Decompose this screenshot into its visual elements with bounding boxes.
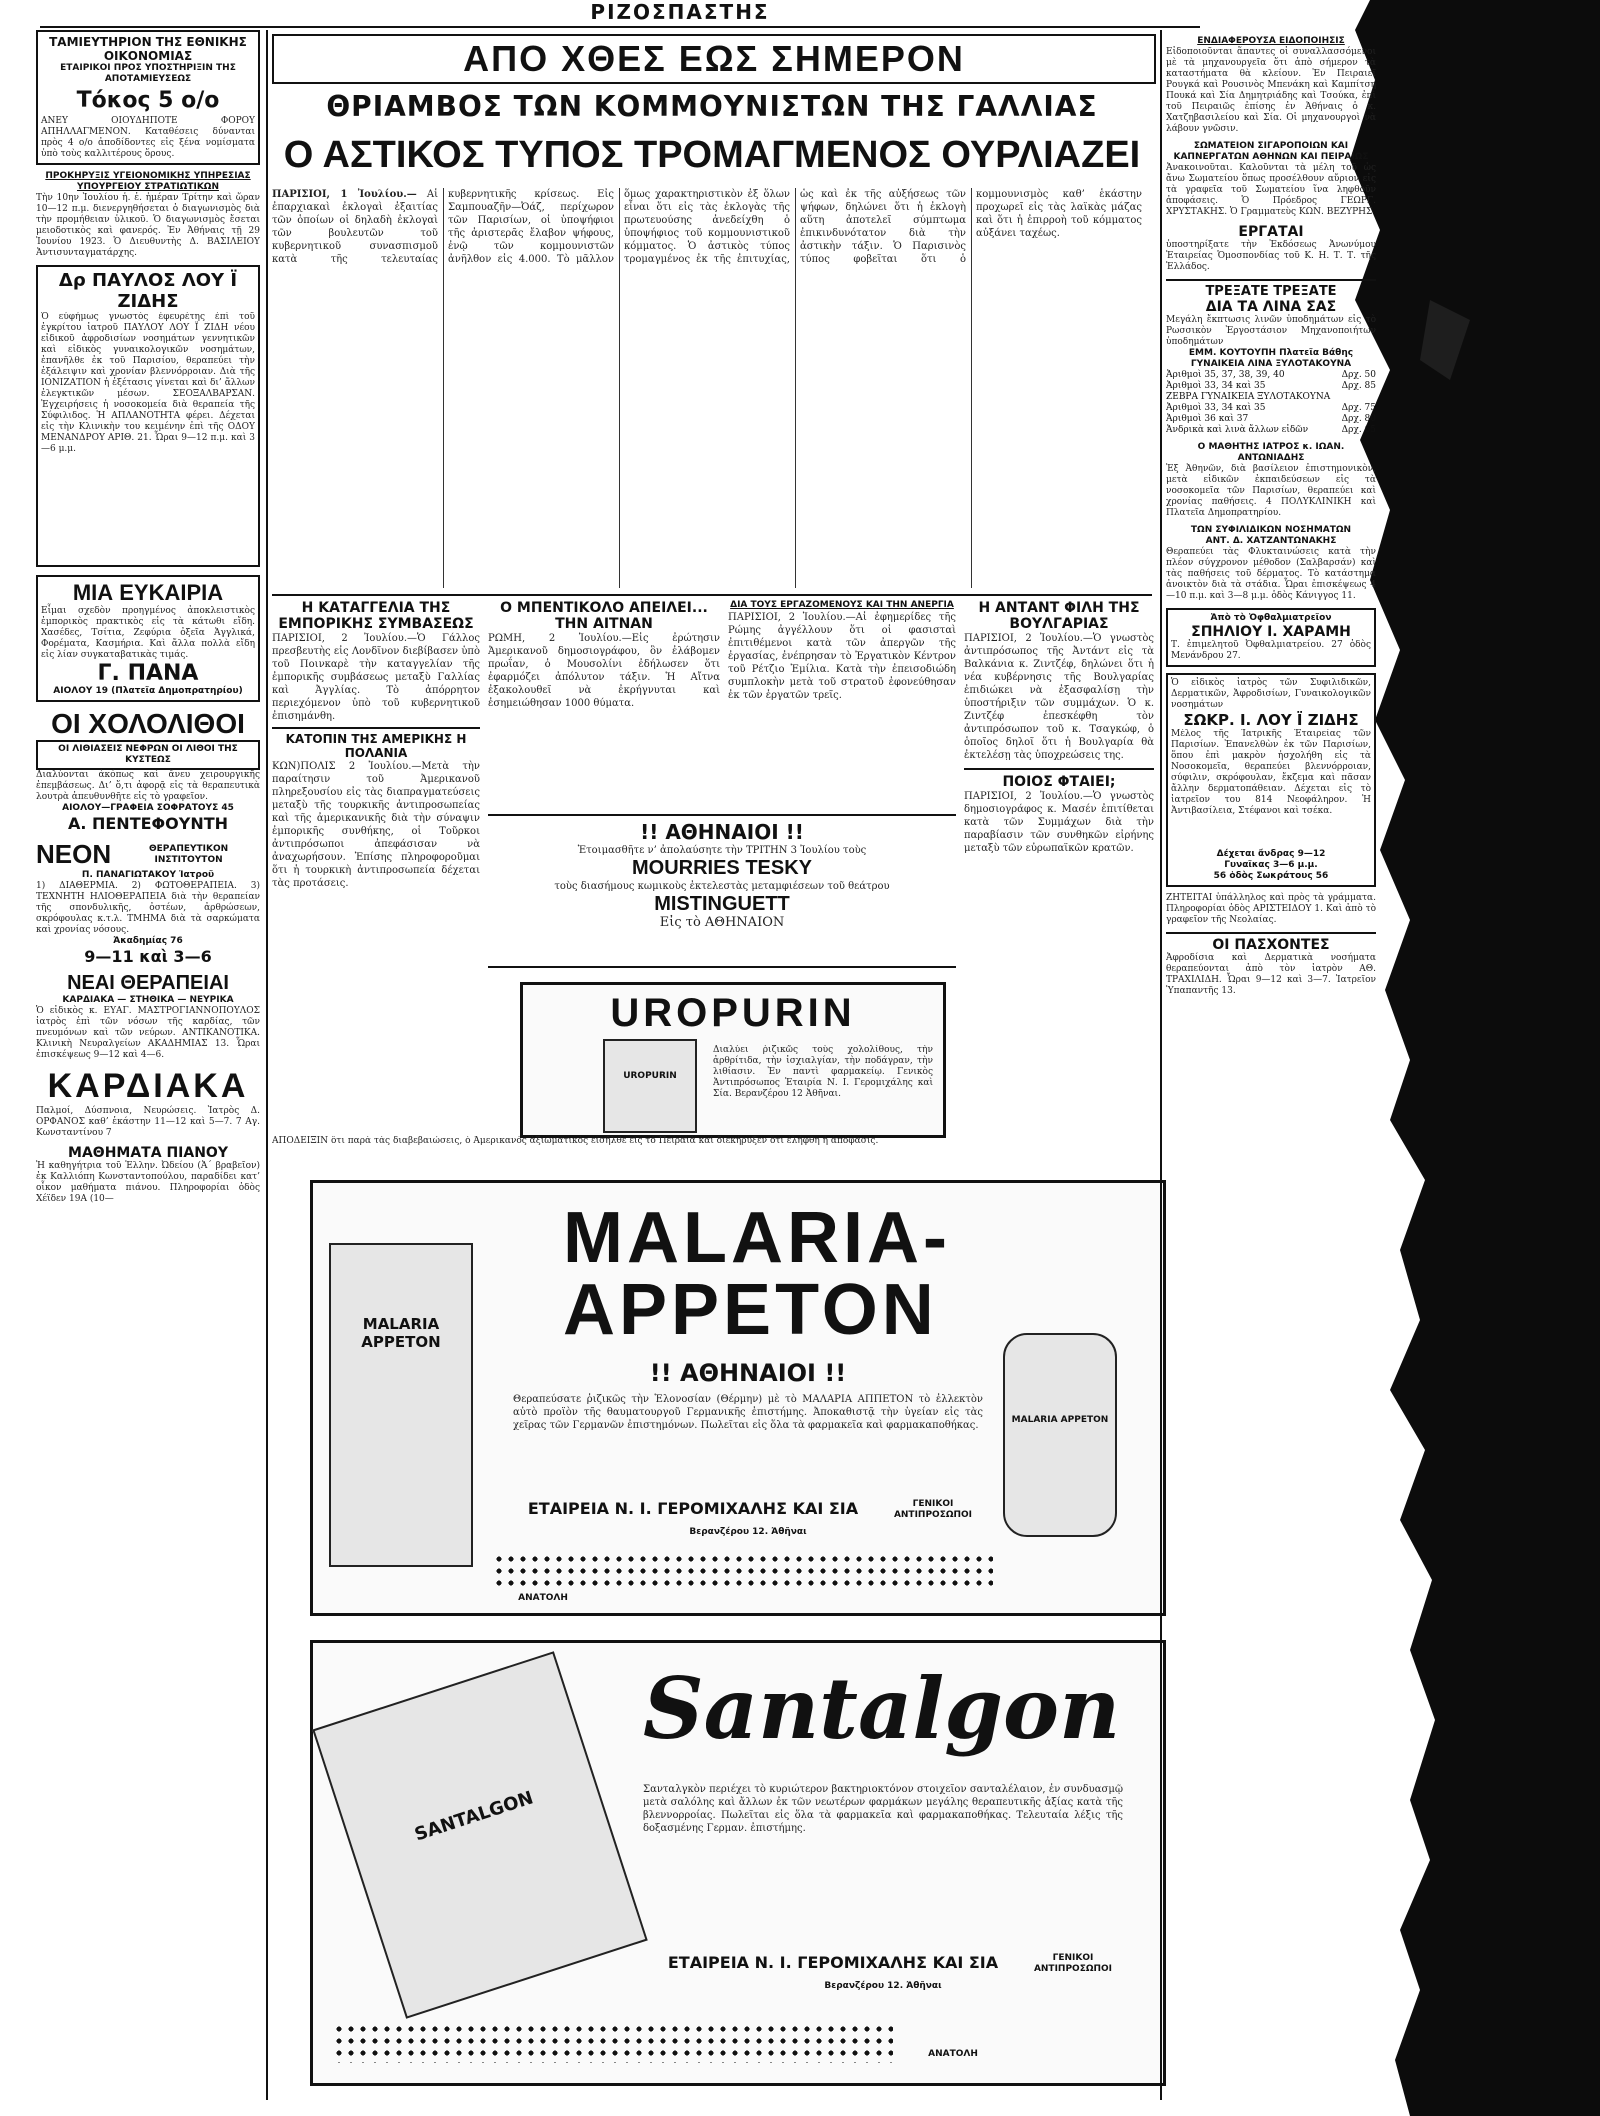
tamieutirion-body: ΑΝΕΥ ΟΙΟΥΔΗΠΟΤΕ ΦΟΡΟΥ ΑΠΗΛΛΑΓΜΕΝΟΝ. Καταθέσεις δύνανται πρὸς 4 ο/ο ἀποδίδοντες εἰς ξένα νομίσματα ὑπὸ τοὺς καλλιτέρους ὅρους. — [41, 116, 255, 159]
main-headline-2: Ο ΑΣΤΙΚΟΣ ΤΥΠΟΣ ΤΡΟΜΑΓΜΕΝΟΣ ΟΥΡΛΙΑΖΕΙ — [283, 134, 1141, 176]
spilios-top: Ἀπὸ τὸ Ὀφθαλμιατρεῖον — [1210, 613, 1332, 623]
syfil-title: ΤΩΝ ΣΥΦΙΛΙΔΙΚΩΝ ΝΟΣΗΜΑΤΩΝ — [1190, 525, 1352, 535]
eukairia-ad — [36, 575, 260, 702]
athinaioi-name1: MOURRIES TESKY — [631, 857, 813, 879]
neoi-ad — [36, 972, 260, 1061]
price-value: Δρχ. 85 — [1341, 381, 1376, 391]
banner: ΑΠΟ ΧΘΕΣ ΕΩΣ ΣΗΜΕΡΟΝ — [272, 34, 1156, 84]
santalgon-pills-decor — [333, 2023, 893, 2063]
price-label: ΖΕΒΡΑ ΓΥΝΑΙΚΕΙΑ ΞΥΛΟΤΑΚΟΥΝΑ — [1166, 392, 1331, 402]
loizidis-ad — [1166, 673, 1376, 887]
malaria-title: !! ΑΘΗΝΑΙΟΙ !! — [649, 1359, 847, 1387]
tamieutirion-title: ΤΑΜΙΕΥΤΗΡΙΟΝ ΤΗΣ ΕΘΝΙΚΗΣ ΟΙΚΟΝΟΜΙΑΣ — [49, 35, 247, 63]
mpentikolo-body: ΡΩΜΗ, 2 Ἰουλίου.—Εἰς ἐρώτησιν Ἀμερικανοῦ δημοσιογράφου, ὃν ἐλάβομεν πρωΐαν, ὁ Μουσολίνι ἐδήλωσεν ὅτι ἐφαρμόζει ἀπόλυτον τάξιν. Ἡ Αἴτνα ἐξακολουθεῖ νὰ ἐκρήγνυται καὶ ἐσημειώθησαν 1000 θύματα. — [488, 633, 720, 709]
doctor-title: Δρ ΠΑΥΛΟΣ ΛΟΥ Ϊ ΖΙΔΗΣ — [58, 270, 238, 312]
price-value: Δρχ. 50 — [1341, 370, 1376, 380]
neon-body: 1) ΔΙΑΘΕΡΜΙΑ. 2) ΦΩΤΟΘΕΡΑΠΕΙΑ. 3) ΤΕΧΝΗΤΗ ΗΛΙΟΘΕΡΑΠΕΙΑ διὰ τὴν θεραπείαν τῆς σπονδυλικῆς, ὀστέων, ἀρθρώσεων, σκρόφουλας κ.τ.λ. ΤΜΗΜΑ διὰ τὰ σαρκώματα καὶ χρονίας νόσους. — [36, 881, 260, 935]
pasxontes-body: Ἀφροδίσια καὶ Δερματικὰ νοσήματα θεραπεύονται ἀπὸ τὸν ἰατρὸν ΑΘ. ΤΡΑΧΙΛΙΔΗ. Ὧραι 9—12 καὶ 3—7. Ἰατρεῖον Ὑπαπαντῆς 13. — [1166, 953, 1376, 996]
loizidis-address: 56 ὁδὸς Σωκράτους 56 — [1213, 871, 1329, 881]
poios-body: ΠΑΡΙΣΙΟΙ, 2 Ἰουλίου.—Ὁ γνωστὸς δημοσιογράφος κ. Μασέν ἐπιτίθεται κατὰ τῶν Συμμάχων διὰ τὴν παραβίασιν τῶν συνθηκῶν εἰρήνης μεταξὺ τῶν εὐρωπαϊκῶν κρατῶν. — [964, 791, 1154, 854]
kardiaka-ad — [36, 1067, 260, 1139]
pasxontes-title: ΟΙ ΠΑΣΧΟΝΤΕΣ — [1166, 932, 1376, 953]
athinaioi-line1: Ἑτοιμασθῆτε ν’ ἀπολαύσητε τὴν ΤΡΙΤΗΝ 3 Ἰουλίου τοὺς — [577, 845, 867, 856]
santalgon-company: ΕΤΑΙΡΕΙΑ Ν. Ι. ΓΕΡΟΜΙΧΑΛΗΣ ΚΑΙ ΣΙΑ — [667, 1953, 999, 1972]
antant-body: ΠΑΡΙΣΙΟΙ, 2 Ἰουλίου.—Ὁ γνωστὸς ἀντιπρόσωπος τῆς Ἀντάντ εἰς τὰ Βαλκάνια κ. Ζιντζέφ, δηλώνει ὅτι ἡ νέα κυβέρνησις τῆς Βουλγαρίας ἐπιδιώκει νὰ ἐξασφαλίσῃ τὴν ὑποστήριξιν τῶν συμμάχων. Ὁ κ. Ζιντζέφ ἐπεσκέφθη τὸν ἀντιπρόσωπον τοῦ κ. Τσαγκώφ, ὁ ὁποῖος δηλοῖ ὅτι ἡ Βουλγαρία θὰ ἐκτελέσῃ τὰς ὑποχρεώσεις της. — [964, 633, 1154, 761]
ntina-body: Μεγάλη ἔκπτωσις λινῶν ὑποδημάτων εἰς τὸ Ρωσσικὸν Ἐργοστάσιον Μηχανοποιήτων ὑποδημάτων — [1166, 315, 1376, 347]
neon-header — [36, 839, 260, 870]
santalgon-body: Σανταλγκὸν περιέχει τὸ κυριώτερον βακτηριοκτόνον στοιχεῖον σανταλέλαιον, ἐν συνδυασμῷ μετὰ σαλόλης καὶ ἄλλων ἐκ τῶν νεωτέρων φαρμάκων μεγάλης θεραπευτικῆς ἀξίας κατὰ τῆς βλεννορροίας. Πωλεῖται εἰς ὅλα τὰ φαρμακεῖα καὶ φαρμακαποθήκας. Τελευταία λέξις τῆς δοξασμένης Γερμαν. ἐπιστήμης. — [643, 1784, 1123, 1834]
malaria-company: ΕΤΑΙΡΕΙΑ Ν. Ι. ΓΕΡΟΜΙΧΑΛΗΣ ΚΑΙ ΣΙΑ — [527, 1499, 859, 1518]
syfil-name: ΑΝΤ. Δ. ΧΑΤΖΑΝΤΩΝΑΚΗΣ — [1205, 536, 1337, 546]
santalgon-company-side: ΓΕΝΙΚΟΙ ΑΝΤΙΠΡΟΣΩΠΟΙ — [1033, 1953, 1113, 1974]
neon-doctor: Π. ΠΑΝΑΓΙΩΤΑΚΟΥ Ἰατροῦ — [81, 870, 215, 880]
price-list — [1166, 370, 1376, 436]
right-column — [1166, 36, 1376, 2106]
koutoupi-name: ΕΜΜ. ΚΟΥΤΟΥΠΗ Πλατεῖα Βάθης — [1188, 348, 1354, 358]
piano-body: Ἡ καθηγήτρια τοῦ Ἑλλην. Ὠδείου (Ἀ΄ βραβεῖον) ἐκ Καλλιόπη Κωνσταντοπούλου, παραδίδει κατ’ οἶκον μαθήματα πιάνου. Πληροφορίαι ὁδὸς Χέϊδεν 19Α (10— — [36, 1161, 260, 1204]
kardiaka-body: Παλμοί, Δύσπνοια, Νευρώσεις. Ἰατρὸς Δ. ΟΡΦΑΝΟΣ καθ’ ἑκάστην 11—12 καὶ 5—7. 7 Αγ. Κωνσταντίνου 7 — [36, 1106, 260, 1138]
neon-ad — [36, 839, 260, 966]
malaria-ad — [310, 1180, 1166, 1616]
ergatai-title: ΕΡΓΑΤΑΙ — [1238, 224, 1304, 240]
piano-ad — [36, 1145, 260, 1205]
spilios-body: Τ. ἐπιμελητοῦ Ὀφθαλμιατρείου. 27 ὁδὸς Μενάνδρου 27. — [1171, 640, 1371, 661]
tamieutirion-ad — [36, 30, 260, 165]
price-label: Ἀριθμοὶ 36 καὶ 37 — [1166, 414, 1249, 424]
main-headline-1: ΘΡΙΑΜΒΟΣ ΤΩΝ ΚΟΜΜΟΥΝΙΣΤΩΝ ΤΗΣ ΓΑΛΛΙΑΣ — [326, 90, 1098, 123]
wanted-notice: ΖΗΤΕΙΤΑΙ ὑπάλληλος καὶ πρὸς τὰ γράμματα. Πληροφορίαι ὁδὸς ΑΡΙΣΤΕΙΔΟΥ 1. Καὶ ἀπὸ τὸ γραφεῖον τῆς Νεολαίας. — [1166, 893, 1376, 925]
uropurin-brand: UROPURIN — [610, 991, 856, 1035]
mid-right1-column — [728, 600, 956, 810]
loizidis-hours-2: Γυναῖκας 3—6 μ.μ. — [1224, 860, 1318, 870]
athinaioi-line2: τοὺς διασήμους κωμικοὺς ἐκτελεστὰς μεταμφιέσεων τοῦ θεάτρου — [554, 881, 890, 892]
malaria-company-side: ΓΕΝΙΚΟΙ ΑΝΤΙΠΡΟΣΩΠΟΙ — [893, 1499, 973, 1520]
price-label: Ἀριθμοὶ 35, 37, 38, 39, 40 — [1166, 370, 1285, 380]
neoi-title: ΝΕΑΙ ΘΕΡΑΠΕΙΑΙ — [67, 972, 229, 994]
pentefountis-name: Α. ΠΕΝΤΕΦΟΥΝΤΗ — [67, 814, 229, 833]
santalgon-bottle-icon — [312, 1651, 648, 2019]
malaria-brand-line2: APPETON — [563, 1270, 938, 1350]
antoniadis-body: Ἐξ Ἀθηνῶν, διὰ βασίλειον ἐπιστημονικὸν, μετὰ εἰδικῶν ἐκπαιδεύσεων εἰς τὰ νοσοκομεῖα τῶν Παρισίων, θεραπεύει καὶ χρονίας παθήσεις. 4 ΠΟΛΥΚΛΙΝΙΚΗ καὶ Πλατεῖα Δημοπρατηρίου. — [1166, 464, 1376, 518]
column-rule-left — [266, 30, 268, 2100]
xolo-footer: ΑΙΟΛΟΥ—ΓΡΑΦΕΙΑ ΣΟΦΡΑΤΟΥΣ 45 — [62, 803, 234, 813]
amerikis-title: ΚΑΤΟΠΙΝ ΤΗΣ ΑΜΕΡΙΚΗΣ Η ΠΟΛΑΝΙΑ — [272, 727, 480, 760]
eukairia-body: Εἶμαι σχεδὸν προηγμένος ἀποκλειστικὸς ἐμπορικὸς πρακτικὸς εἰς τὰ κάτωθι εἴδη. Χασέδες, Τσίτια, Ζεφύρια ὀξεῖα Ἀγγλικά, Φορέματα, Κασμήρια. Καὶ ἄλλα πολλὰ εἴδη εἰς λίαν συγκαταβατικὰς τιμάς. — [41, 606, 255, 660]
eidiseis-title: ΕΝΔΙΑΦΕΡΟΥΣΑ ΕΙΔΟΠΟΙΗΣΙΣ — [1197, 36, 1345, 46]
workers-title: ΔΙΑ ΤΟΥΣ ΕΡΓΑΖΟΜΕΝΟΥΣ ΚΑΙ ΤΗΝ ΑΝΕΡΓΙΑ — [730, 600, 954, 610]
ntina-title: ΔΙΑ ΤΑ ΛΙΝΑ ΣΑΣ — [1205, 299, 1337, 315]
price-value: Δρχ. 80 — [1341, 414, 1376, 424]
price-row — [1166, 370, 1376, 381]
athinaioi-title: !! ΑΘΗΝΑΙΟΙ !! — [640, 820, 804, 844]
loizidis-hours-1: Δέχεται ἄνδρας 9—12 — [1216, 849, 1326, 859]
eukairia-title: ΜΙΑ ΕΥΚΑΙΡΙΑ — [72, 580, 224, 605]
malaria-bottle-label: MALARIA APPETON — [1011, 1415, 1109, 1425]
notice-body: Τὴν 10ην Ἰουλίου ἡ. ἐ. ἡμέραν Τρίτην καὶ ὥραν 10—12 π.μ. διενεργηθήσεται ὁ διαγωνισμὸς διὰ τὴν προμήθειαν ὑλικοῦ. Ὁ διαγωνισμὸς ἔσεται μειοδοτικὸς καὶ φανερός. Ἐν Ἀθήναις τῇ 29 Ἰουνίου 1923. Ὁ Διευθυντὴς Δ. ΒΑΣΙΛΕΙΟΥ Ἀντισυνταγματάρχης. — [36, 193, 260, 258]
athinaioi-notice — [488, 814, 956, 968]
lead-body: Αἱ ἐπαρχιακαὶ ἐκλογαὶ ἐξαιτίας τῶν ὁποίων οἱ δηλαδὴ ἐκλογαὶ τῶν βουλευτῶν τοῦ κυβερνητικοῦ συνασπισμοῦ κατὰ τῆς τελευταίας κυβερνητικῆς κρίσεως. Εἰς Σαμπουαζῆν—Ὀάζ, περίχωρον τῶν Παρισίων, οἱ ὑποψήφιοι τῆς ἀριστερᾶς ἔλαβον ψήφους, ἐνῷ τῶν κομμουνιστῶν ἀνῆλθον εἰς 4.000. Τὸ μᾶλλον ὅμως χαρακτηριστικὸν ἐξ ὅλων εἶναι ὅτι εἰς τὰς ἐκλογὰς τῆς πρωτευούσης ἀνεδείχθη ὁ ὑποψήφιος τοῦ κομμουνιστικοῦ κόμματος. Ὁ ἀστικὸς τύπος τρομαγμένος ἐκ τῆς ἐπιτυχίας, ὡς καὶ ἐκ τῆς αὐξήσεως τῶν ψήφων, δηλώνει ὅτι ἡ ἐκλογὴ αὕτη ἀποτελεῖ σύμπτωμα ἐπικινδυνότατον διὰ τὴν ἀστικὴν τάξιν. Ὁ Παρισινὸς τύπος φοβεῖται ὅτι ὁ κομμουνισμὸς καθ’ ἑκάστην προχωρεῖ εἰς τὰς λαϊκὰς μάζας καὶ ὅτι ἡ ἐπιρροὴ τοῦ κόμματος αὐξάνει ταχέως. — [272, 189, 1142, 265]
malaria-pills-decor — [493, 1553, 993, 1589]
price-row — [1166, 403, 1376, 414]
price-label: Ἀνδρικὰ καὶ λινὰ ἄλλων εἰδῶν — [1166, 425, 1309, 435]
neon-title: ΝΕΟΝ — [36, 839, 112, 869]
military-notice — [36, 171, 260, 259]
poios-title: ΠΟΙΟΣ ΦΤΑΙΕΙ; — [964, 768, 1154, 790]
uropurin-bottle-icon — [603, 1039, 697, 1133]
trexate-heading: ΤΡΕΞΑΤΕ ΤΡΕΞΑΤΕ — [1166, 279, 1376, 299]
mid-center-column — [488, 600, 720, 810]
price-row — [1166, 381, 1376, 392]
price-value: Δρχ. 65 — [1341, 425, 1376, 435]
malaria-body: Θεραπεύσατε ῥιζικῶς τὴν Ἑλονοσίαν (Θέρμην) μὲ τὸ ΜΑΛΑΡΙΑ ΑΠΠΕΤΟΝ τὸ ἐλλεκτὸν αὐτὸ προϊὸν τῆς θαυματουργοῦ Γερμανικῆς ἐπιστήμης. Ἀποκαθιστᾷ τὴν ὑγείαν εἰς τὰς χεῖρας τῶν Γερμανῶν ἐπιστημόνων. Πωλεῖται εἰς ὅλα τὰ φαρμακεῖα καὶ φαρμακαποθήκας. — [513, 1394, 983, 1431]
santalgon-brand: Santalgon — [643, 1659, 1121, 1758]
spilios-ad — [1166, 608, 1376, 667]
santalgon-bottle-label: SANTALGON — [412, 1787, 536, 1846]
mpentikolo-title: Ο ΜΠΕΝΤΙΚΟΛΟ ΑΠΕΙΛΕΙ... ΤΗΝ ΑΙΤΝΑΝ — [500, 600, 708, 632]
xolo-body: Διαλύονται ἀκόπως καὶ ἄνευ χειρουργικῆς ἐπεμβάσεως. Δι’ ὅ,τι ἀφορᾷ εἰς τὰ θεραπευτικὰ λουτρὰ ἀπευθυνθῆτε εἰς τὸ γραφεῖον. — [36, 770, 260, 802]
apodeixi-text: ΑΠΟΔΕΙΞΙΝ ὅτι παρὰ τὰς διαβεβαιώσεις, ὁ Ἀμερικανὸς ἀξιωματικὸς εἰσῆλθε εἰς τὸ Πειραιὰ καὶ διεκήρυξεν ὅτι ἐλήφθη ἡ ἀπόφασις. — [272, 1136, 879, 1146]
gpana-name: Γ. ΠΑΝΑ — [97, 661, 199, 686]
mid-left-column — [272, 600, 480, 1160]
masthead: ΡΙΖΟΣΠΑΣΤΗΣ — [590, 0, 770, 24]
lead-dateline: ΠΑΡΙΣΙΟΙ, 1 Ἰουλίου.— — [272, 189, 417, 200]
price-label: Ἀριθμοὶ 33, 34 καὶ 35 — [1166, 403, 1266, 413]
price-row — [1166, 414, 1376, 425]
doctor-ad — [36, 265, 260, 567]
kataggelia-title: Η ΚΑΤΑΓΓΕΛΙΑ ΤΗΣ ΕΜΠΟΡΙΚΗΣ ΣΥΜΒΑΣΕΩΣ — [278, 600, 474, 632]
athinaioi-line3: Εἰς τὸ ΑΘΗΝΑΙΟΝ — [659, 915, 785, 930]
gpana-address: ΑΙΟΛΟΥ 19 (Πλατεῖα Δημοπρατηρίου) — [53, 686, 243, 696]
doctor-body: Ὁ εὐφήμως γνωστὸς ἐφευρέτης ἐπὶ τοῦ ἐγκρίτου ἰατροῦ ΠΑΥΛΟΥ ΛΟΥ Ϊ ΖΙΔΗ νέου εἰδικοῦ ἀφροδισίων νοσημάτων γεννητικῶν καὶ εἰδικὸς γυναικολογικῶν νοσημάτων, ἐπανῆλθε ἐκ τοῦ Παρισίου, θεραπεύει τὴν ἐξάλειψιν καὶ χρονίαν βλεννόρροιαν. Διὰ τῆς ΙΟΝΙΖΑΤΙΟΝ ἡ ἐξέτασις γίνεται καὶ δι’ ἄλλων ἐλεγκτικῶν μέσων. ΣΕΟΞΑΛΒΑΡΣΑΝ. Ἐγχειρήσεις ἡ νοσοκομεία διὰ θεραπεία τῆς Σύφιλιδος. Ἡ ΑΠΛΑΝΟΤΗΤΑ φέρει. Δέχεται εἰς τὴν Κλινικὴν του κειμένην ἐπὶ τῆς ΟΔΟΥ ΜΕΝΑΝΔΡΟΥ ΑΡΙΘ. 21. Ὧραι 9—12 π.μ. καὶ 3—6 μ.μ. — [41, 312, 255, 454]
malaria-brand-line1: MALARIA- — [563, 1198, 951, 1278]
syndicate-body: Ἀνακοινοῦται. Καλοῦνται τὰ μέλη τοῦ ὡς ἄνω Σωματείου ὅπως προσέλθουν αὔριον εἰς τὰ γραφεῖα τοῦ Σωματείου ἵνα ληφθοῦν ἀποφάσεις. Ὁ Πρόεδρος ΓΕΩΡΓ. ΧΡΥΣΤΑΚΗΣ. Ὁ Γραμματεὺς ΚΩΝ. ΒΕΖΥΡΗΣ — [1166, 163, 1376, 217]
tamieutirion-subtitle: ΕΤΑΙΡΙΚΟΙ ΠΡΟΣ ΥΠΟΣΤΗΡΙΞΙΝ ΤΗΣ ΑΠΟΤΑΜΙΕΥΣΕΩΣ — [60, 63, 236, 84]
price-row — [1166, 392, 1376, 403]
neoi-subtitle: ΚΑΡΔΙΑΚΑ — ΣΤΗΘΙΚΑ — ΝΕΥΡΙΚΑ — [62, 995, 234, 1005]
santalgon-ad — [310, 1640, 1166, 2086]
lead-article — [272, 188, 1142, 588]
neon-side: ΘΕΡΑΠΕΥΤΙΚΟΝ ΙΝΣΤΙΤΟΥΤΟΝ — [148, 843, 229, 865]
lead-rule — [272, 594, 1152, 596]
uropurin-label: UROPURIN — [623, 1071, 677, 1081]
athinaioi-name2: MISTINGUETT — [654, 893, 790, 915]
price-row — [1166, 425, 1376, 436]
ergatai-body: ὑποστηρίξατε τὴν Ἐκδόσεως Ἀνωνύμου Ἑταιρείας Ὁμοσπονδίας τοῦ Κ. Η. Τ. Τ. τῆς Ἑλλάδος. — [1166, 240, 1376, 272]
kataggelia-body: ΠΑΡΙΣΙΟΙ, 2 Ἰουλίου.—Ὁ Γάλλος πρεσβευτὴς εἰς Λονδῖνον διεβίβασεν ὑπὸ τοῦ Ποινκαρὲ τὴν καταγγελίαν τῆς ἐμπορικῆς συμβάσεως μεταξὺ Γαλλίας καὶ Ἀγγλίας. Τὸ ἀπόρρητον περιεχόμενον ὑπὸ τοῦ κυβερνητικοῦ ἐπισημάνθη. — [272, 633, 480, 722]
loizidis-title: ΣΩΚΡ. Ι. ΛΟΥ Ϊ ΖΙΔΗΣ — [1183, 711, 1359, 729]
xolo-subtitle: ΟΙ ΛΙΘΙΑΣΕΙΣ ΝΕΦΡΩΝ ΟΙ ΛΙΘΟΙ ΤΗΣ ΚΥΣΤΕΩΣ — [36, 740, 260, 770]
neoi-body: Ὁ εἰδικὸς κ. ΕΥΑΓ. ΜΑΣΤΡΟΓΙΑΝΝΟΠΟΥΛΟΣ ἰατρὸς ἐπὶ τῶν νόσων τῆς καρδίας, τῶν πνευμόνων καὶ τῶν νεύρων. ΑΝΤΙΚΑΝΟΤΙΚΑ. Κλινικὴ Νευραλγείων ΑΚΑΔΗΜΙΑΣ 13. Ὧραι ἐπισκέψεως 9—12 καὶ 4—6. — [36, 1006, 260, 1060]
antant-title: Η ΑΝΤΑΝΤ ΦΙΛΗ ΤΗΣ ΒΟΥΛΓΑΡΙΑΣ — [978, 600, 1140, 632]
price-value: Δρχ. 75 — [1341, 403, 1376, 413]
koutoupi-subtitle: ΓΥΝΑΙΚΕΙΑ ΛΙΝΑ ΞΥΛΟΤΑΚΟΥΝΑ — [1190, 359, 1352, 369]
syfil-body: Θεραπεύει τὰς Φλυκταινώσεις κατὰ τὴν πλέον σύγχρονον μέθοδον (Σαλβαρσάν) καὶ τὰς παθήσεις τοῦ δέρματος. Τὸ κατάστημα ἀνοικτὸν διὰ τὰ στάδια. Ὧραι ἐπισκέψεως 4—10 π.μ. καὶ 3—8 μ.μ. ὁδὸς Κάνιγγος 11. — [1166, 547, 1376, 601]
malaria-bottle-icon — [1003, 1333, 1117, 1537]
malaria-box-icon — [329, 1243, 473, 1567]
loizidis-intro: Ὁ εἰδικὸς ἰατρὸς τῶν Συφιλιδικῶν, Δερματικῶν, Ἀφροδισίων, Γυναικολογικῶν νοσημάτων — [1171, 678, 1371, 710]
neon-hours: 9—11 καὶ 3—6 — [84, 947, 212, 966]
masthead-rule — [40, 26, 1200, 28]
eidiseis-body: Εἰδοποιοῦνται ἅπαντες οἱ συναλλασσόμενοι μὲ τὰ μηχανουργεῖα ὅτι ἀπὸ σήμερον τὰ καταστήματα θὰ κλείουν. Ἐν Πειραιεῖ Ρουγκά καὶ Ρουσινὸς Μπενάκη καὶ Καμπίτση Πουκά καὶ Σία Δημητριάδης καὶ Τσούκα, ἐπὶ τοῦ Πειραιῶς ἐπίσης ἐν Ἀθήναις ὁ κ. Χατζηβασιλείου καὶ Σία. Οἱ μηχανουργοὶ νὰ λάβουν γνῶσιν. — [1166, 47, 1376, 134]
santalgon-sign: ΑΝΑΤΟΛΗ — [928, 2049, 978, 2059]
price-label: Ἀριθμοὶ 33, 34 καὶ 35 — [1166, 381, 1266, 391]
malaria-sign: ΑΝΑΤΟΛΗ — [518, 1593, 568, 1603]
xolo-title: ΟΙ ΧΟΛΟΛΙΘΟΙ — [51, 708, 245, 739]
syndicate-title: ΣΩΜΑΤΕΙΟΝ ΣΙΓΑΡΟΠΟΙΩΝ ΚΑΙ ΚΑΠΝΕΡΓΑΤΩΝ ΑΘΗΝΩΝ ΚΑΙ ΠΕΙΡΑΙΩΣ — [1173, 141, 1369, 162]
column-rule-right — [1160, 30, 1162, 2100]
notice-title: ΠΡΟΚΗΡΥΞΙΣ ΥΓΕΙΟΝΟΜΙΚΗΣ ΥΠΗΡΕΣΙΑΣ ΥΠΟΥΡΓΕΙΟΥ ΣΤΡΑΤΙΩΤΙΚΩΝ — [45, 171, 251, 192]
loizidis-body: Μέλος τῆς Ἰατρικῆς Ἑταιρείας τῶν Παρισίων. Ἐπανελθὼν ἐκ τῶν Παρισίων, ὅπου ἐπὶ μακρὸν ἠσχολήθη εἰς τὰ Νοσοκομεῖα, θεραπεύει βλεννόρροιαν, σύφιλιν, σκρόφουλαν, ἔκζεμα καὶ πᾶσαν ἄλλην δερματοπάθειαν. Δέχεται εἰς τὸ ἰατρεῖον του 814 Νεοφάληρον. Ἡ Ἀντιβασίλεια, Στέφανοι καὶ τσέκα. — [1171, 729, 1371, 816]
kardiaka-title: ΚΑΡΔΙΑΚΑ — [47, 1067, 249, 1105]
malaria-box-label: MALARIA APPETON — [361, 1315, 441, 1351]
neon-address: Ἀκαδημίας 76 — [113, 936, 183, 946]
antoniadis-title: Ο ΜΑΘΗΤΗΣ ΙΑΤΡΟΣ κ. ΙΩΑΝ. ΑΝΤΩΝΙΑΔΗΣ — [1197, 442, 1345, 463]
xolo-ad — [36, 708, 260, 833]
santalgon-address: Βερανζέρου 12. Ἀθῆναι — [824, 1981, 942, 1991]
mid-right2-column — [964, 600, 1154, 1160]
tokos-rate: Τόκος 5 ο/ο — [76, 88, 220, 113]
uropurin-ad — [520, 982, 946, 1138]
uropurin-text: Διαλύει ῥιζικῶς τοὺς χολολίθους, τὴν ἀρθρίτιδα, τὴν ἰσχιαλγίαν, τὴν ποδάγραν, τὴν λιθίασιν. Ἐν παντὶ φαρμακείῳ. Γενικὸς Ἀντιπρόσωπος Ἑταιρία Ν. Ι. Γερομιχάλης καὶ Σία. Βερανζέρου 12 Ἀθῆναι. — [713, 1045, 933, 1099]
left-column — [36, 30, 260, 2110]
workers-body: ΠΑΡΙΣΙΟΙ, 2 Ἰουλίου.—Αἱ ἐφημερίδες τῆς Ρώμης ἀγγέλλουν ὅτι οἱ φασισταὶ ἐπιτιθέμενοι κατὰ τῶν ἀπεργῶν τῆς ἐργασίας, ἐνέπρησαν τὸ Ἐργατικὸν Κέντρον τοῦ Ρέτζιο Ἐμίλια. Κατὰ τὴν ἐπεισοδιώδη συμπλοκὴν μετὰ τοῦ στρατοῦ ἐφονεύθησαν ἐκ τῶν ἐργατῶν τρεῖς. — [728, 612, 956, 701]
piano-title: ΜΑΘΗΜΑΤΑ ΠΙΑΝΟΥ — [68, 1145, 228, 1161]
amerikis-body: ΚΩΝ)ΠΟΛΙΣ 2 Ἰουλίου.—Μετὰ τὴν παραίτησιν τοῦ Ἀμερικανοῦ πληρεξουσίου εἰς τὰς διαπραγματεύσεις μεταξὺ τῆς τουρκικῆς ἀντιπροσωπείας καὶ τῆς ἀμερικανικῆς διὰ τὴν σύναψιν ἐμπορικῆς συνθήκης, οἱ Τοῦρκοι ἀντιπρόσωποι ἀπεφάσισαν νὰ ἀναχωρήσουν. Ἐπίσης πληροφοροῦμαι ὅτι ἡ τουρκικὴ ἀντιπροσωπεία δέχεται τὰς προτάσεις. — [272, 761, 480, 889]
malaria-address: Βερανζέρου 12. Ἀθῆναι — [689, 1527, 807, 1537]
spilios-name: ΣΠΗΛΙΟΥ Ι. ΧΑΡΑΜΗ — [1191, 624, 1351, 640]
